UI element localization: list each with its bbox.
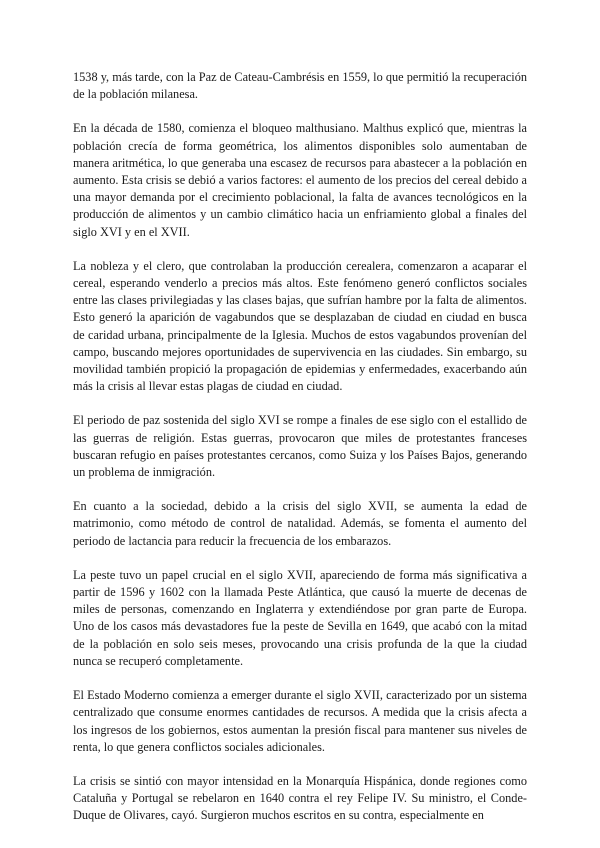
paragraph-6: La peste tuvo un papel crucial en el siglo XVII, apareciendo de forma más significativa a partir de 1596 y 1602 con la llamada Peste Atlántica, que causó la muerte de decenas de miles de personas, comenzando en Inglaterra y extendiéndose por gran parte de Europa. Uno de los casos más devastadores fue la peste de Sevilla en 1649, que acabó con la mitad de la población en solo seis meses, provocando una crisis profunda de la que la ciudad nunca se recuperó completamente.	[73, 567, 527, 668]
paragraph-7: El Estado Moderno comienza a emerger durante el siglo XVII, caracterizado por un sistema centralizado que consume enormes cantidades de recursos. A medida que la crisis afecta a los ingresos de los gobiernos, estos aumentan la presión fiscal para mantener sus niveles de renta, lo que genera conflictos sociales adicionales.	[73, 688, 527, 754]
paragraph-8: La crisis se sintió con mayor intensidad en la Monarquía Hispánica, donde regiones como Cataluña y Portugal se rebelaron en 1640 contra el rey Felipe IV. Su ministro, el Conde-Duque de Olivares, cayó. Surgieron muchos escritos en su contra, especialmente en	[73, 773, 527, 823]
paragraph-3: La nobleza y el clero, que controlaban la producción cerealera, comenzaron a acaparar el cereal, esperando venderlo a precios más altos. Este fenómeno generó conflictos sociales entre las clases privilegiadas y las clases bajas, que sufrían hambre por la falta de alimentos. Esto generó la aparición de vagabundos que se desplazaban de ciudad en ciudad en busca de caridad urbana, principalmente de la Iglesia. Muchos de estos vagabundos provenían del campo, buscando mejores oportunidades de supervivencia en las ciudades. Sin embargo, su movilidad también propició la propagación de epidemias y enfermedades, exacerbando aún más la crisis al llevar estas plagas de ciudad en ciudad.	[73, 258, 527, 394]
paragraph-4: El periodo de paz sostenida del siglo XVI se rompe a finales de ese siglo con el estallido de las guerras de religión. Estas guerras, provocaron que miles de protestantes franceses buscaran refugio en países protestantes cercanos, como Suiza y los Países Bajos, generando un problema de inmigración.	[73, 413, 527, 480]
paragraph-1: 1538 y, más tarde, con la Paz de Cateau-Cambrésis en 1559, lo que permitió la recuperación de la población milanesa.	[73, 70, 527, 102]
paragraph-2: En la década de 1580, comienza el bloqueo malthusiano. Malthus explicó que, mientras la población crecía de forma geométrica, los alimentos disponibles solo aumentaban de manera aritmética, lo que generaba una escasez de recursos para abastecer a la población en aumento. Esta crisis se debió a varios factores: el aumento de los precios del cereal debido a una mayor demanda por el crecimiento poblacional, la falta de avances tecnológicos en la producción de alimentos y un cambio climático hacia un enfriamiento global a finales del siglo XVI y en el XVII.	[73, 121, 527, 239]
paragraph-5: En cuanto a la sociedad, debido a la crisis del siglo XVII, se aumenta la edad de matrimonio, como método de control de natalidad. Además, se fomenta el aumento del periodo de lactancia para reducir la frecuencia de los embarazos.	[73, 499, 527, 548]
